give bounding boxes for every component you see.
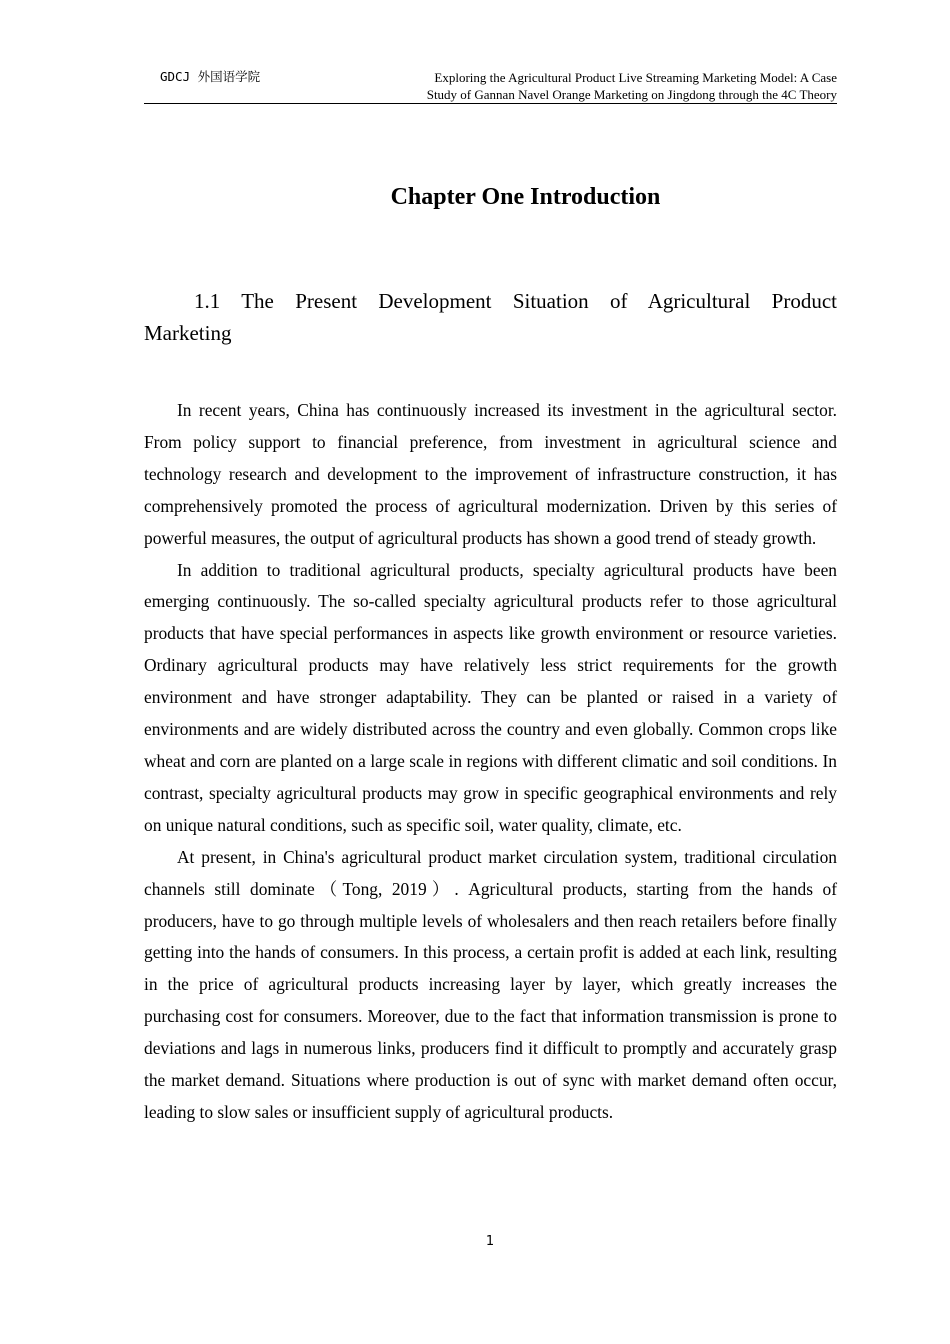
page-header	[144, 68, 837, 104]
header-title-line-2: Study of Gannan Navel Orange Marketing on Jingdong through the 4C Theory	[426, 87, 837, 102]
page-number: 1	[485, 1234, 495, 1249]
header-paper-title	[367, 69, 837, 103]
paragraph: In addition to traditional agricultural products, specialty agricultural products have been emerging continuously. The so-called specialty agricultural products refer to those agricultural products that have special performances in aspects like growth environment or resource varieties. Ordinary agricultural products may have relatively less strict requirements for the growth environment and have stronger adaptability. They can be planted or raised in a variety of environments and are widely distributed across the country and even globally. Common crops like wheat and corn are planted on a large scale in regions with different climatic and soil conditions. In contrast, specialty agricultural products may grow in specific geographical environments and rely on unique natural conditions, such as specific soil, water quality, climate, etc.	[144, 559, 837, 835]
paragraph: At present, in China's agricultural product market circulation system, traditional circulation channels still dominate（Tong, 2019）. Agricultural products, starting from the hands of producers, have to go through multiple levels of wholesalers and then reach retailers before finally getting into the hands of consumers. In this process, a certain profit is added at each link, resulting in the price of agricultural products increasing layer by layer, which greatly increases the purchasing cost for consumers. Moreover, due to the fact that information transmission is prone to deviations and lags in numerous links, producers find it difficult to promptly and accurately grasp the market demand. Situations where production is out of sync with market demand often occur, leading to slow sales or insufficient supply of agricultural products.	[144, 846, 837, 1122]
chapter-title: Chapter One Introduction	[390, 184, 661, 210]
body-text	[144, 395, 837, 1129]
header-institution: GDCJ 外国语学院	[160, 69, 261, 84]
header-title-line-1: Exploring the Agricultural Product Live Streaming Marketing Model: A Case	[434, 70, 837, 85]
section-heading-line-2: Marketing	[144, 321, 232, 345]
paragraph: In recent years, China has continuously increased its investment in the agricultural sector. From policy support to financial preference, from investment in agricultural science and technology research and development to the improvement of infrastructure construction, it has comprehensively promoted the process of agricultural modernization. Driven by this series of powerful measures, the output of agricultural products has shown a good trend of steady growth.	[144, 400, 837, 548]
section-heading-line-1: 1.1 The Present Development Situation of Agricultural Product	[194, 289, 837, 313]
section-heading	[144, 285, 837, 349]
